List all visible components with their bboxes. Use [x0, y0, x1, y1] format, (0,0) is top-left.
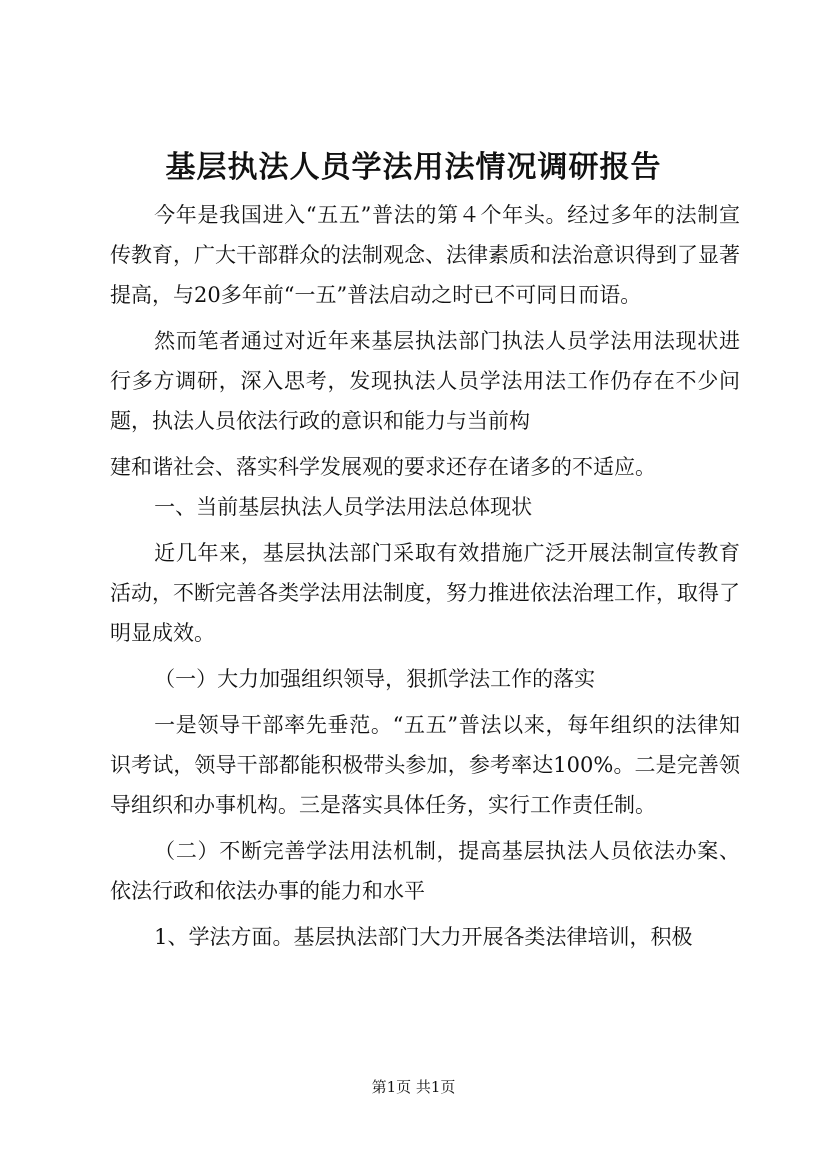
- document-body: [110, 195, 740, 957]
- section-heading-1: 一、当前基层执法人员学法用法总体现状: [154, 495, 533, 519]
- paragraph-5: 一是领导干部率先垂范。“五五”普法以来，每年组织的法律知识考试，领导干部都能积极带头参加，参考率达100%。二是完善领导组织和办事机构。三是落实具体任务，实行工作责任制。: [110, 713, 740, 817]
- subsection-heading-1: （一）大力加强组织领导，狠抓学法工作的落实: [154, 667, 596, 691]
- paragraph-4: 近几年来，基层执法部门采取有效措施广泛开展法制宣传教育活动，不断完善各类学法用法制度，努力推进依法治理工作，取得了明显成效。: [110, 541, 740, 645]
- subsection-heading-2: （二）不断完善学法用法机制，提高基层执法人员依法办案、依法行政和依法办事的能力和水平: [110, 839, 740, 903]
- document-title: 基层执法人员学法用法情况调研报告: [165, 150, 662, 185]
- paragraph-1: 今年是我国进入“五五”普法的第４个年头。经过多年的法制宣传教育，广大干部群众的法制观念、法律素质和法治意识得到了显著提高，与20多年前“一五”普法启动之时已不可同日而语。: [110, 203, 740, 307]
- paragraph-2: 然而笔者通过对近年来基层执法部门执法人员学法用法现状进行多方调研，深入思考，发现执法人员学法用法工作仍存在不少问题，执法人员依法行政的意识和能力与当前构: [110, 329, 740, 433]
- paragraph-6: 1、学法方面。基层执法部门大力开展各类法律培训，积极: [154, 925, 693, 949]
- paragraph-3: 建和谐社会、落实科学发展观的要求还存在诸多的不适应。: [110, 455, 656, 479]
- page-number-footer: 第1页 共1页: [371, 1078, 456, 1096]
